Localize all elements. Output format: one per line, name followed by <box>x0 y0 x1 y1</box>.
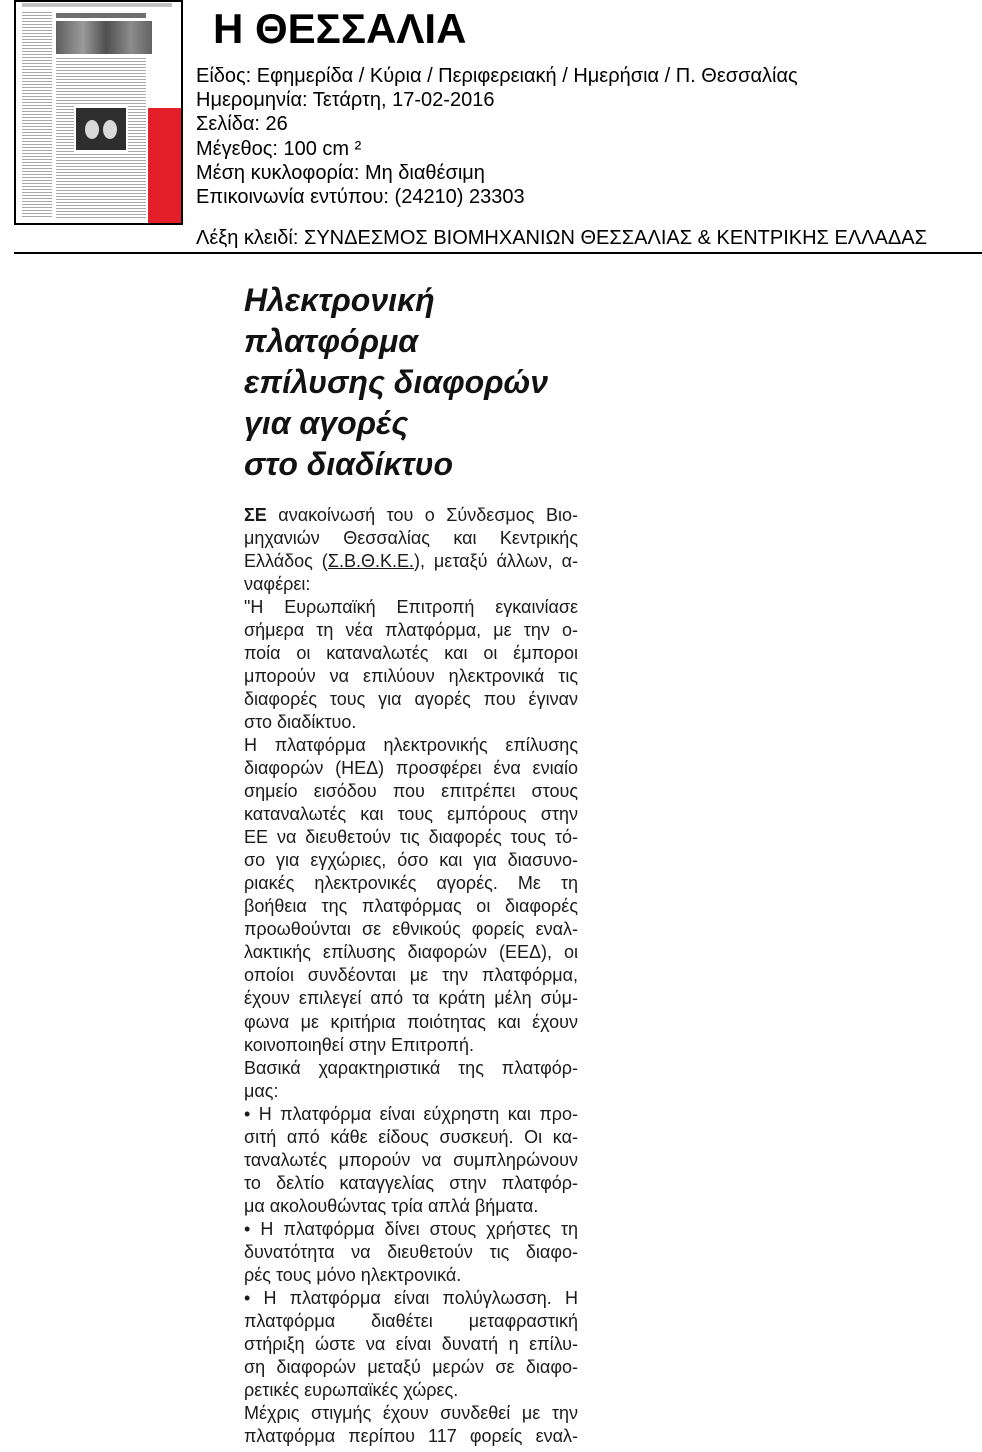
article-line: οποίοι συνδέονται με την πλατφόρμα, <box>244 965 578 986</box>
header-divider <box>14 252 982 254</box>
article-line: ναφέρει: <box>244 573 311 594</box>
article-line: μπορούν να επιλύουν ηλεκτρονικά τις <box>244 665 578 686</box>
article-line: • Η πλατφόρμα δίνει στους χρήστες τη <box>244 1218 578 1239</box>
article-line: ρετικές ευρωπαϊκές χώρες. <box>244 1380 459 1401</box>
headline-line: επίλυσης διαφορών <box>244 364 548 400</box>
article-line: έχουν επιλεγεί από τα κράτη μέλη σύμ- <box>244 988 578 1009</box>
headline-line: πλατφόρμα <box>244 323 419 359</box>
article-paragraph <box>244 1103 578 1218</box>
article-line: λακτικής επίλυσης διαφορών (ΕΕΔ), οι <box>244 942 578 963</box>
article-line: Μέχρις στιγμής έχουν συνδεθεί με την <box>244 1403 578 1424</box>
meta-value: Εφημερίδα / Κύρια / Περιφερειακή / Ημερήσια / Π. Θεσσαλίας <box>256 65 798 87</box>
lead-in-word: ΣΕ <box>244 504 267 525</box>
meta-row-page <box>196 112 798 136</box>
article-line: • Η πλατφόρμα είναι εύχρηστη και προ- <box>244 1103 578 1124</box>
meta-label: Μέγεθος: <box>196 137 278 160</box>
article-line: προωθούνται σε εθνικούς φορείς εναλ- <box>244 919 578 940</box>
meta-value: 26 <box>265 113 288 136</box>
article-line: • Η πλατφόρμα είναι πολύγλωσση. Η <box>244 1288 578 1309</box>
article-line: ποία οι καταναλωτές και οι έμποροι <box>244 642 578 663</box>
meta-row-type <box>196 64 798 88</box>
thumbnail-clipping-highlight <box>148 108 181 223</box>
meta-label: Επικοινωνία εντύπου: <box>196 185 389 208</box>
thumbnail-text-column <box>22 12 52 218</box>
meta-label: Σελίδα: <box>196 113 260 136</box>
meta-value: (24210) 23303 <box>394 185 525 208</box>
article-line: μας: <box>244 1080 279 1101</box>
publication-title: Η ΘΕΣΣΑΛΙΑ <box>213 5 467 52</box>
article-line: το δελτίο καταγγελίας στην πλατφόρ- <box>244 1172 578 1193</box>
article-paragraph <box>244 1057 578 1103</box>
meta-label: Μέση κυκλοφορία: <box>196 161 360 184</box>
thumbnail-photo <box>56 21 152 54</box>
meta-value: Μη διαθέσιμη <box>364 161 485 184</box>
article-line: φωνα με κριτήρια ποιότητας και έχουν <box>244 1011 578 1032</box>
keyword-line <box>196 226 927 250</box>
article-line: στο διαδίκτυο. <box>244 711 357 732</box>
article-line: σήμερα τη νέα πλατφόρμα, με την ο- <box>244 619 578 640</box>
line-text: ), μεταξύ άλλων, α- <box>413 550 578 571</box>
meta-value: 100 cm ² <box>283 137 362 160</box>
article-line: καταναλωτές και τους εμπόρους στην <box>244 804 578 825</box>
keyword-label: Λέξη κλειδί: <box>196 227 299 249</box>
meta-label: Ημερομηνία: <box>196 89 308 112</box>
line-text: ανακοίνωσή του ο Σύνδεσμος Βιο- <box>266 504 578 525</box>
organization-abbreviation: Σ.Β.Θ.Κ.Ε. <box>327 550 414 571</box>
article-paragraph <box>244 1218 578 1287</box>
clipping-metadata <box>196 64 798 209</box>
article-paragraph <box>244 1402 578 1448</box>
article-line: ταναλωτές μπορούν να συμπληρώνουν <box>244 1149 578 1170</box>
article-line: Βασικά χαρακτηριστικά της πλατφόρ- <box>244 1057 578 1078</box>
meta-row-date <box>196 88 798 112</box>
article-paragraph <box>244 734 578 1057</box>
article-line: στήριξη ώστε να είναι δυνατή η επίλυ- <box>244 1334 578 1355</box>
article-line <box>244 550 578 573</box>
meta-row-contact <box>196 185 798 209</box>
thumbnail-theatre-masks-image <box>74 106 128 152</box>
article-line: σο για εγχώριες, όσο και για διασυνο- <box>244 850 578 871</box>
article-paragraph <box>244 1287 578 1402</box>
article-headline <box>244 280 548 485</box>
article-line: σημείο εισόδου που επιτρέπει στους <box>244 781 578 802</box>
keyword-value: ΣΥΝΔΕΣΜΟΣ ΒΙΟΜΗΧΑΝΙΩΝ ΘΕΣΣΑΛΙΑΣ & ΚΕΝΤΡΙΚΗΣ ΕΛΛΑΔΑΣ <box>303 227 927 249</box>
article-line: πλατφόρμα περίπου 117 φορείς εναλ- <box>244 1426 578 1447</box>
article-paragraph <box>244 596 578 734</box>
article-line: διαφορές τους για αγορές που έγιναν <box>244 688 578 709</box>
meta-row-size <box>196 137 798 161</box>
article-line: κοινοποιηθεί στην Επιτροπή. <box>244 1034 474 1055</box>
article-line: δυνατότητα να διευθετούν τις διαφο- <box>244 1242 578 1262</box>
line-text: Ελλάδος ( <box>244 550 328 571</box>
headline-line: Ηλεκτρονική <box>244 282 435 318</box>
thumbnail-masthead <box>22 3 172 7</box>
article-line: μα ακολουθώντας τρία απλά βήματα. <box>244 1195 539 1216</box>
meta-label: Είδος: <box>196 65 252 87</box>
thumbnail-headline <box>56 13 146 18</box>
article-line: βοήθεια της πλατφόρμας οι διαφορές <box>244 896 578 917</box>
article-line: σιτή από κάθε είδους συσκευή. Οι κα- <box>244 1126 578 1147</box>
meta-row-circulation <box>196 161 798 185</box>
article-line: "Η Ευρωπαϊκή Επιτροπή εγκαινίασε <box>244 596 578 617</box>
article-line: διαφορών (ΗΕΔ) προσφέρει ένα ενιαίο <box>244 758 578 779</box>
headline-line: στο διαδίκτυο <box>244 446 454 482</box>
headline-line: για αγορές <box>244 405 409 441</box>
article-line: μηχανιών Θεσσαλίας και Κεντρικής <box>244 527 578 548</box>
mask-icon <box>85 120 99 139</box>
page-thumbnail <box>14 0 183 225</box>
article-line: Η πλατφόρμα ηλεκτρονικής επίλυσης <box>244 734 578 755</box>
article-line: ριακές ηλεκτρονικές αγορές. Με τη <box>244 873 578 894</box>
article-line: ΕΕ να διευθετούν τις διαφορές τους τό- <box>244 827 578 848</box>
article-body <box>244 504 578 1449</box>
meta-value: Τετάρτη, 17-02-2016 <box>312 89 495 112</box>
article-paragraph <box>244 504 578 596</box>
article-line <box>244 504 578 527</box>
article-line: πλατφόρμα διαθέτει μεταφραστική <box>244 1311 578 1332</box>
article-line: ρές τους μόνο ηλεκτρονικά. <box>244 1265 462 1286</box>
article-line: ση διαφορών μεταξύ μερών σε διαφο- <box>244 1357 578 1378</box>
mask-icon <box>103 120 117 139</box>
